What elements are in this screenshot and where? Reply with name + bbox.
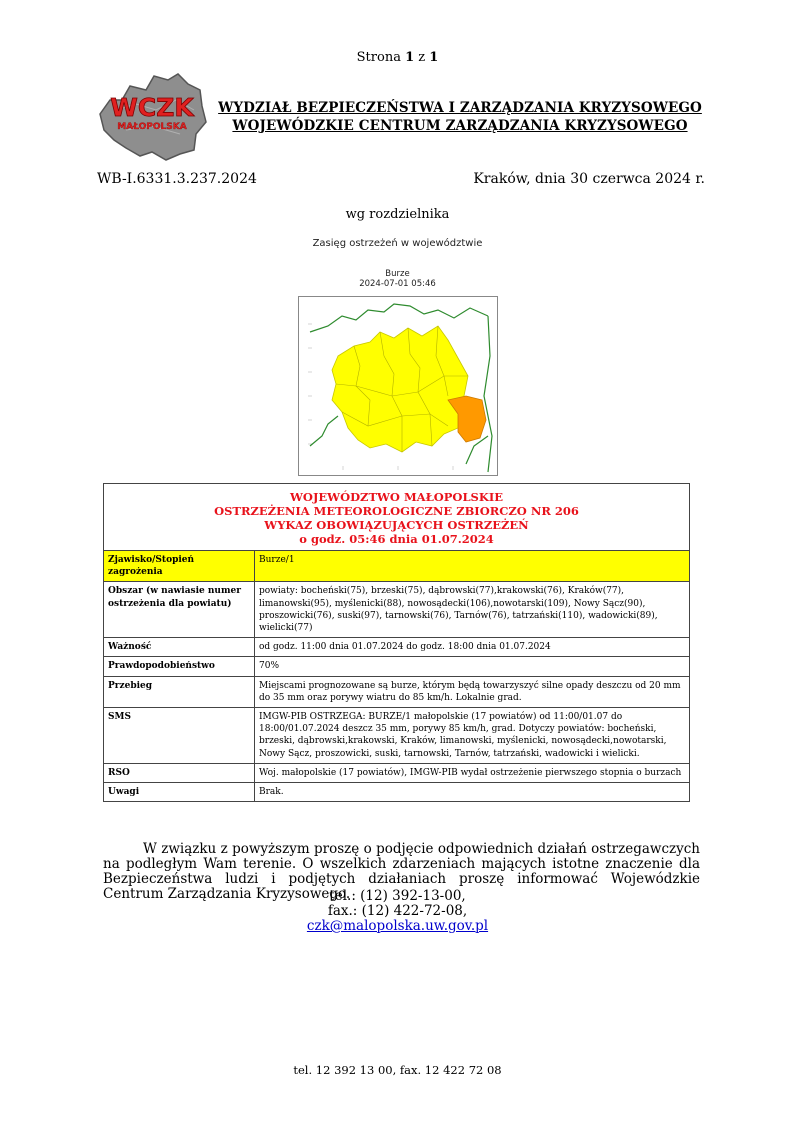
row-value: IMGW-PIB OSTRZEGA: BURZE/1 małopolskie (17 powiatów) od 11:00/01.07 do 18:00/01.07.2024 deszcz 35 mm, porywy 85 km/h, grad. Dotyczy powiatów: bocheński, brzeski, dąbrowski,krakowski, Kraków, limanowski, myślenicki, nowosądecki,nowotarski, Nowy Sącz, proszowicki, suski, tarnowski, Tarnów, tatrzański, wadowicki i wielicki. — [255, 708, 690, 764]
department-header: WYDZIAŁ BEZPIECZEŃSTWA I ZARZĄDZANIA KRYZYSOWEGO — [218, 100, 702, 116]
table-row — [104, 676, 690, 707]
page-total: 1 — [429, 50, 439, 65]
row-value: powiaty: bocheński(75), brzeski(75), dąbrowski(77),krakowski(76), Kraków(77), limanowski(95), myślenicki(88), nowosądecki(106),nowotarski(109), Nowy Sącz(90), proszowicki(76), suski(97), tarnowski(76), Tarnów(76), tatrzański(110), wadowicki(89), wielicki(77) — [255, 582, 690, 638]
map-title: Zasięg ostrzeżeń w województwie — [312, 238, 483, 249]
page-label: Strona — [356, 50, 401, 65]
row-label: RSO — [104, 763, 255, 782]
logo-text-wczk: WCZK — [110, 93, 194, 122]
table-row — [104, 763, 690, 782]
warning-title-row — [104, 484, 690, 551]
closing-paragraph: W związku z powyższym proszę o podjęcie odpowiednich działań ostrzegawczych na podległym Wam terenie. O wszelkich zdarzeniach mających istotne znaczenie dla Bezpieczeństwa ludzi i podjętych działaniach proszę informować Wojewódzkie Centrum Zarządzania Kryzysowego. — [103, 841, 700, 902]
table-row — [104, 657, 690, 676]
map-phenomenon: Burze — [385, 269, 410, 279]
row-label: Obszar (w nawiasie numer ostrzeżenia dla powiatu) — [104, 582, 255, 638]
page-current: 1 — [405, 50, 415, 65]
row-label: Uwagi — [104, 783, 255, 802]
row-value: Brak. — [255, 783, 690, 802]
contact-fax: fax.: (12) 422-72-08, — [327, 903, 468, 919]
warning-title-line: OSTRZEŻENIA METEOROLOGICZNE ZBIORCZO NR 206 — [214, 504, 579, 518]
warning-table — [103, 483, 690, 802]
contact-phone: tel.: (12) 392-13-00, — [329, 888, 466, 904]
row-label: Prawdopodobieństwo — [104, 657, 255, 676]
row-value: Woj. małopolskie (17 powiatów), IMGW-PIB wydał ostrzeżenie pierwszego stopnia o burzach — [255, 763, 690, 782]
row-value: od godz. 11:00 dnia 01.07.2024 do godz. 18:00 dnia 01.07.2024 — [255, 638, 690, 657]
document-date: Kraków, dnia 30 czerwca 2024 r. — [473, 171, 705, 187]
table-row — [104, 783, 690, 802]
row-label: SMS — [104, 708, 255, 764]
row-value: Burze/1 — [255, 551, 690, 582]
center-header: WOJEWÓDZKIE CENTRUM ZARZĄDZANIA KRYZYSOWEGO — [232, 118, 688, 134]
warning-title-line: WYKAZ OBOWIĄZUJĄCYCH OSTRZEŻEŃ — [264, 518, 529, 532]
row-label: Ważność — [104, 638, 255, 657]
table-row — [104, 638, 690, 657]
logo-text-malopolska: MAŁOPOLSKA — [117, 122, 187, 132]
page-of: z — [418, 50, 426, 65]
warning-title-line: o godz. 05:46 dnia 01.07.2024 — [299, 532, 494, 546]
wczk-logo — [96, 70, 208, 162]
row-label: Zjawisko/Stopień zagrożenia — [104, 551, 255, 582]
page-number — [0, 50, 795, 65]
distribution-note: wg rozdzielnika — [345, 207, 450, 222]
warning-map — [298, 296, 498, 476]
contact-email-link[interactable]: czk@malopolska.uw.gov.pl — [306, 918, 489, 934]
table-row — [104, 708, 690, 764]
warning-title-line: WOJEWÓDZTWO MAŁOPOLSKIE — [290, 490, 503, 504]
row-label: Przebieg — [104, 676, 255, 707]
map-timestamp: 2024-07-01 05:46 — [359, 279, 436, 289]
warning-title-cell — [104, 484, 690, 551]
page-footer: tel. 12 392 13 00, fax. 12 422 72 08 — [293, 1063, 502, 1077]
reference-number: WB-I.6331.3.237.2024 — [97, 171, 257, 187]
row-value: Miejscami prognozowane są burze, którym będą towarzyszyć silne opady deszczu od 20 mm do 35 mm oraz porywy wiatru do 85 km/h. Lokalnie grad. — [255, 676, 690, 707]
table-row — [104, 551, 690, 582]
table-row — [104, 582, 690, 638]
row-value: 70% — [255, 657, 690, 676]
